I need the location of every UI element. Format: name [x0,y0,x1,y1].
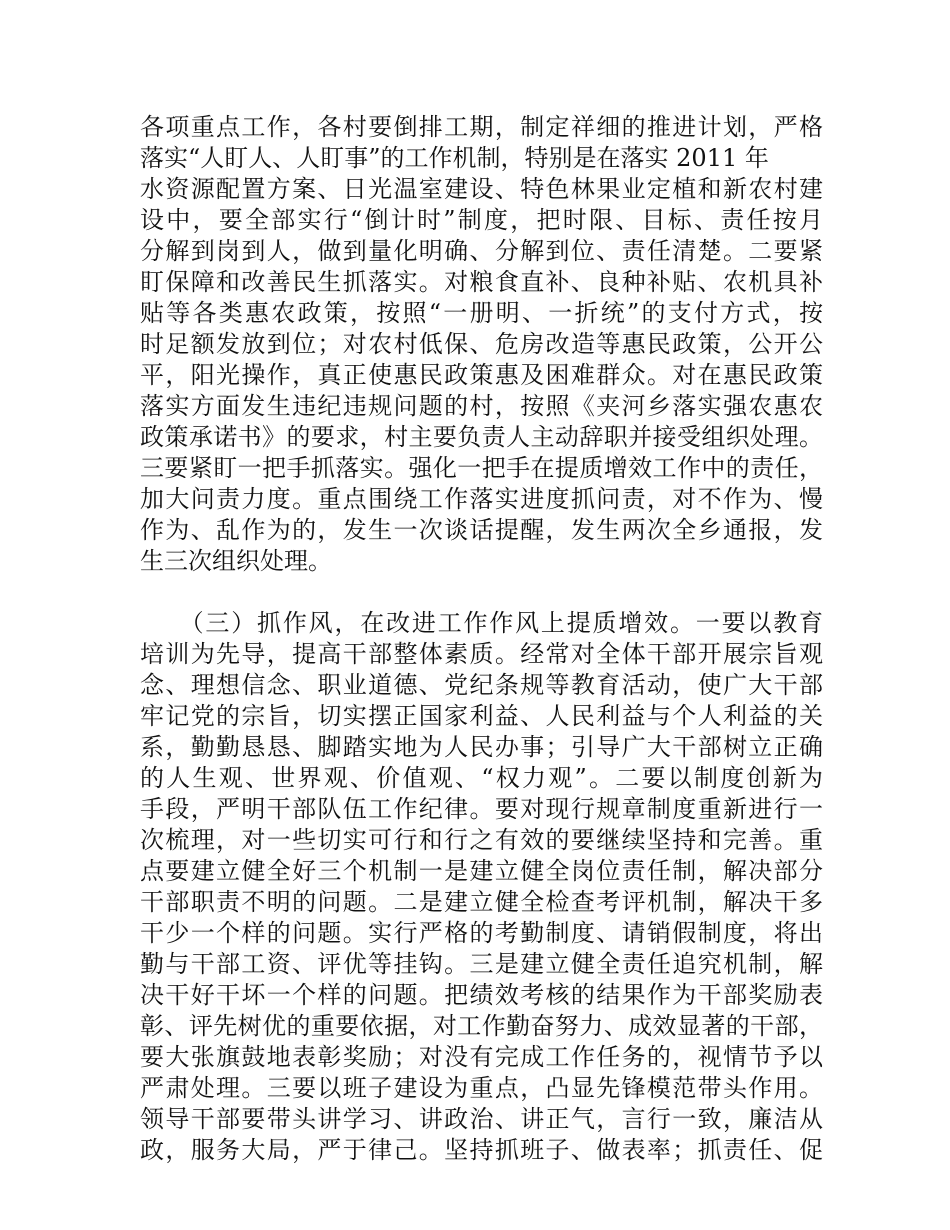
text-line: 落实“人盯人、人盯事”的工作机制，特别是在落实 2011 年 [140,144,769,172]
text-line: 领导干部要带头讲学习、讲政治、讲正气，言行一致，廉洁从 [140,1105,823,1133]
text-line: （三）抓作风，在改进工作作风上提质增效。一要以教育 [140,609,823,637]
text-line: 干少一个样的问题。实行严格的考勤制度、请销假制度，将出 [140,919,823,947]
text-line: 水资源配置方案、日光温室建设、特色林果业定植和新农村建 [140,175,823,203]
text-line: 三要紧盯一把手抓落实。强化一把手在提质增效工作中的责任， [140,454,823,482]
text-line: 政，服务大局，严于律己。坚持抓班子、做表率；抓责任、促 [140,1136,823,1164]
text-line: 平，阳光操作，真正使惠民政策惠及困难群众。对在惠民政策 [140,361,823,389]
text-line: 分解到岗到人，做到量化明确、分解到位、责任清楚。二要紧 [140,237,823,265]
text-line: 各项重点工作，各村要倒排工期，制定祥细的推进计划，严格 [140,113,823,141]
text-line: 牢记党的宗旨，切实摆正国家利益、人民利益与个人利益的关 [140,702,823,730]
text-line: 时足额发放到位；对农村低保、危房改造等惠民政策，公开公 [140,330,823,358]
text-line: 决干好干坏一个样的问题。把绩效考核的结果作为干部奖励表 [140,981,823,1009]
text-line: 落实方面发生违纪违规问题的村，按照《夹河乡落实强农惠农 [140,392,823,420]
text-line: 念、理想信念、职业道德、党纪条规等教育活动，使广大干部 [140,671,823,699]
document-page [140,112,823,1166]
text-line: 点要建立健全好三个机制一是建立健全岗位责任制，解决部分 [140,857,823,885]
text-line: 勤与干部工资、评优等挂钩。三是建立健全责任追究机制，解 [140,950,823,978]
text-line: 严肃处理。三要以班子建设为重点，凸显先锋模范带头作用。 [140,1074,823,1102]
text-line: 彰、评先树优的重要依据，对工作勤奋努力、成效显著的干部， [140,1012,823,1040]
text-line: 贴等各类惠农政策，按照“一册明、一折统”的支付方式，按 [140,299,823,327]
text-line: 手段，严明干部队伍工作纪律。要对现行规章制度重新进行一 [140,795,823,823]
text-line: 次梳理，对一些切实可行和行之有效的要继续坚持和完善。重 [140,826,823,854]
text-line: 设中，要全部实行“倒计时”制度，把时限、目标、责任按月 [140,206,823,234]
text-line: 要大张旗鼓地表彰奖励；对没有完成工作任务的，视情节予以 [140,1043,823,1071]
text-line: 的人生观、世界观、价值观、“权力观”。二要以制度创新为 [140,764,823,792]
text-line: 政策承诺书》的要求，村主要负责人主动辞职并接受组织处理。 [140,423,823,451]
text-line: 干部职责不明的问题。二是建立健全检查考评机制，解决干多 [140,888,823,916]
paragraph-2 [140,608,823,1166]
paragraph-spacing [140,577,823,608]
text-line: 加大问责力度。重点围绕工作落实进度抓问责，对不作为、慢 [140,485,823,513]
text-line: 盯保障和改善民生抓落实。对粮食直补、良种补贴、农机具补 [140,268,823,296]
text-line: 系，勤勤恳恳、脚踏实地为人民办事；引导广大干部树立正确 [140,733,823,761]
paragraph-1 [140,112,823,577]
text-line: 作为、乱作为的，发生一次谈话提醒，发生两次全乡通报，发 [140,516,823,544]
text-line: 培训为先导，提高干部整体素质。经常对全体干部开展宗旨观 [140,640,823,668]
text-line: 生三次组织处理。 [140,547,332,575]
